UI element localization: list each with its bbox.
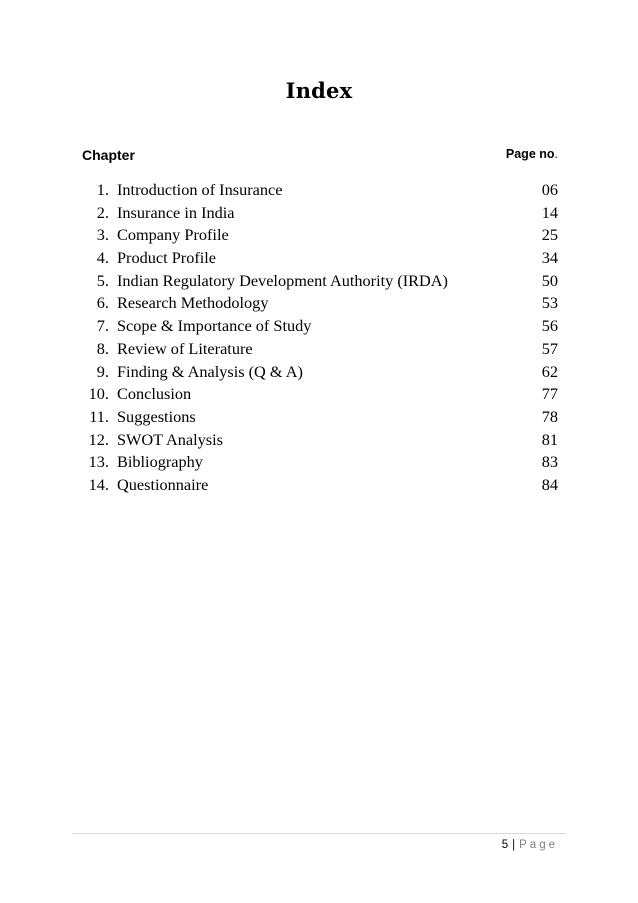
toc-entry-number: 4. bbox=[96, 248, 109, 268]
page-no-header-dot: . bbox=[554, 147, 558, 161]
toc-entry-title: Research Methodology bbox=[117, 293, 269, 313]
toc-entry bbox=[83, 338, 558, 361]
toc-entry bbox=[83, 451, 558, 474]
toc-entry-title: Bibliography bbox=[117, 452, 203, 472]
footer-page-word: Page bbox=[519, 839, 558, 851]
toc-entry-number: 10. bbox=[88, 384, 109, 404]
toc-entry bbox=[83, 406, 558, 429]
toc-entry-page: 06 bbox=[541, 180, 558, 199]
toc-entry-number: 2. bbox=[96, 202, 109, 222]
toc-entry-page: 83 bbox=[541, 452, 558, 472]
toc-entry-page: 56 bbox=[541, 316, 558, 336]
toc-entry-title: Indian Regulatory Development Authority (IRDA) bbox=[117, 270, 448, 290]
toc-entry-page: 84 bbox=[541, 474, 558, 494]
toc-entry-page: 34 bbox=[541, 248, 558, 268]
toc-entry-number: 3. bbox=[96, 225, 109, 245]
toc-entry bbox=[83, 292, 558, 315]
toc-entry-title: Questionnaire bbox=[117, 474, 209, 494]
toc-entry-page: 62 bbox=[541, 361, 558, 381]
toc-entry-page: 14 bbox=[541, 202, 558, 222]
toc-entry-title: Insurance in India bbox=[117, 202, 235, 222]
toc-entry-title: Scope & Importance of Study bbox=[117, 316, 312, 336]
toc-entry-number: 7. bbox=[96, 316, 109, 336]
toc-entry-number: 14. bbox=[88, 474, 109, 494]
toc-entry bbox=[83, 383, 558, 406]
toc-entry-page: 57 bbox=[541, 338, 558, 358]
toc-entry-number: 1. bbox=[96, 180, 109, 199]
footer-separator: | bbox=[512, 839, 516, 851]
toc-entry-page: 81 bbox=[541, 429, 558, 449]
toc-entry-number: 6. bbox=[96, 293, 109, 313]
toc-entry-page: 78 bbox=[541, 406, 558, 426]
toc-entry bbox=[83, 179, 558, 202]
toc-entry-number: 12. bbox=[88, 429, 109, 449]
page-title: Index bbox=[285, 78, 353, 103]
toc-entry bbox=[83, 247, 558, 270]
toc-entry bbox=[83, 224, 558, 247]
footer-page-number: 5 bbox=[501, 839, 509, 851]
toc-entry bbox=[83, 474, 558, 497]
toc-entry-title: Product Profile bbox=[117, 248, 217, 268]
toc-entry-title: Finding & Analysis (Q & A) bbox=[117, 361, 303, 381]
toc-entry-number: 9. bbox=[96, 361, 109, 381]
toc-entry-title: Company Profile bbox=[117, 225, 229, 245]
toc-entry-title: Suggestions bbox=[117, 406, 196, 426]
toc-entry bbox=[83, 202, 558, 225]
page-footer bbox=[502, 839, 558, 851]
toc-entry-page: 25 bbox=[541, 225, 558, 245]
toc-entry-page: 77 bbox=[541, 384, 558, 404]
toc-entry-title: SWOT Analysis bbox=[117, 429, 223, 449]
toc-entry-number: 8. bbox=[96, 338, 109, 358]
toc-entry-page: 53 bbox=[541, 293, 558, 313]
toc-entry bbox=[83, 270, 558, 293]
footer-divider bbox=[72, 833, 566, 834]
toc-entry-title: Conclusion bbox=[117, 384, 192, 404]
page-no-header-text: Page no bbox=[505, 147, 555, 161]
toc-entry bbox=[83, 315, 558, 338]
toc-entry-number: 5. bbox=[96, 270, 109, 290]
toc-entry-number: 13. bbox=[88, 452, 109, 472]
toc-entry bbox=[83, 361, 558, 384]
page-no-column-header bbox=[506, 147, 558, 161]
toc-entry-page: 50 bbox=[541, 270, 558, 290]
toc-entry-number: 11. bbox=[89, 406, 109, 426]
toc-entry bbox=[83, 429, 558, 452]
chapter-column-header: Chapter bbox=[82, 147, 135, 163]
toc-entry-title: Introduction of Insurance bbox=[117, 180, 283, 199]
table-of-contents bbox=[83, 179, 558, 497]
toc-entry-title: Review of Literature bbox=[117, 338, 253, 358]
